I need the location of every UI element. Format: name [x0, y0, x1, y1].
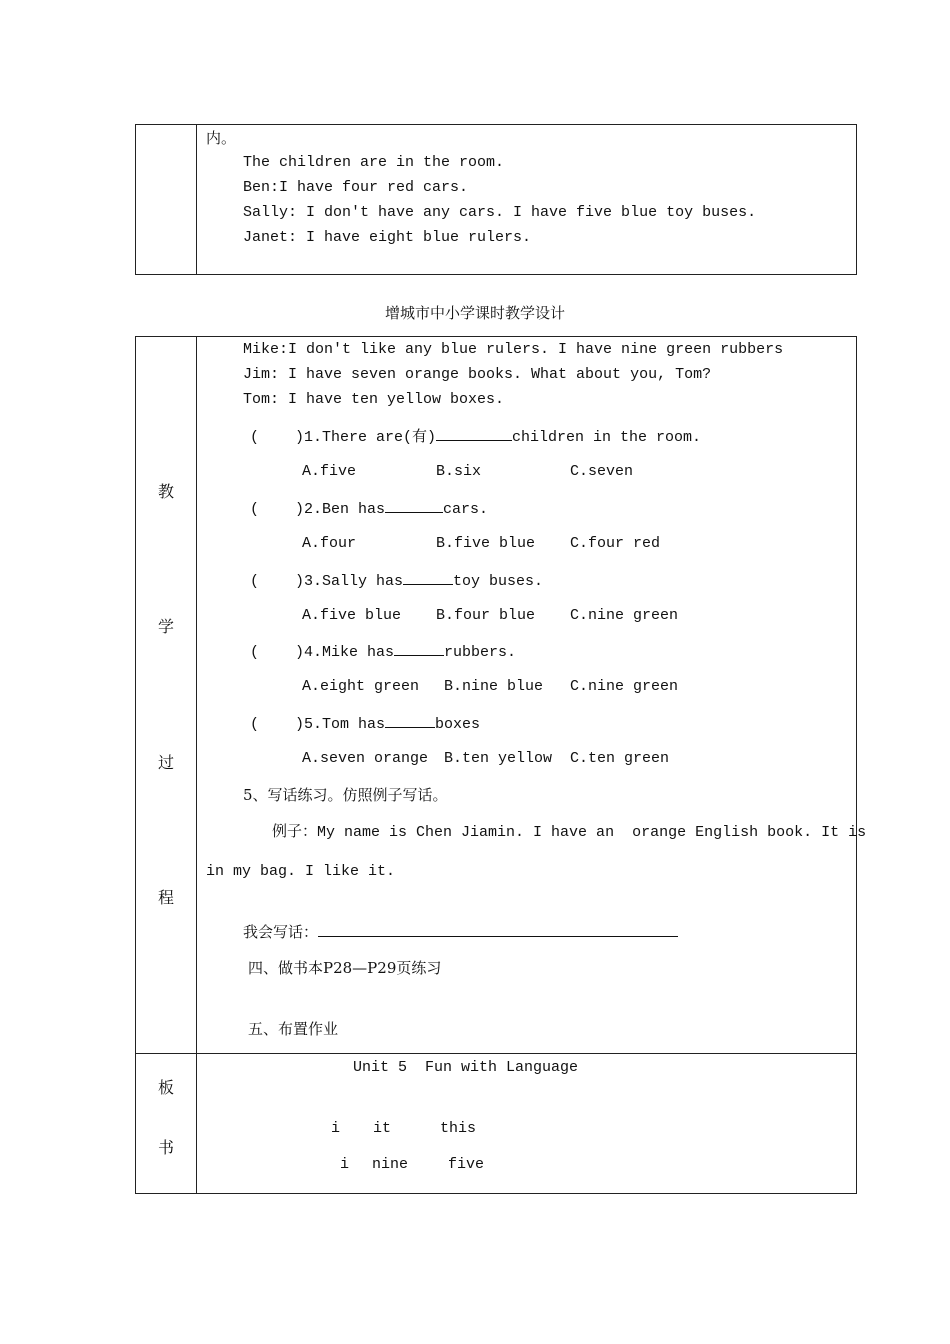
example-line-1: [272, 821, 866, 843]
example-line-2: in my bag. I like it.: [206, 863, 396, 880]
dialog-line-0: Mike:I don't like any blue rulers. I have nine green rubbers: [243, 341, 784, 358]
board-row1-col3: this: [440, 1120, 477, 1137]
question-3-prefix: ( )3.Sally has: [250, 573, 404, 590]
section5b-text: 五、布置作业: [248, 1020, 339, 1038]
top-table-divider: [196, 124, 197, 275]
q2-option-b: B.five blue: [436, 535, 536, 552]
question-5-suffix: boxes: [435, 716, 481, 733]
question-3-suffix: toy buses.: [453, 573, 544, 590]
top-line-4: Janet: I have eight blue rulers.: [243, 229, 532, 246]
top-line-3: Sally: I don't have any cars. I have five blue toy buses.: [243, 204, 757, 221]
board-title: Unit 5 Fun with Language: [353, 1059, 579, 1076]
side-label-xue: 学: [157, 617, 174, 636]
side-label-jiao: 教: [157, 482, 174, 501]
question-2-prefix: ( )2.Ben has: [250, 501, 386, 518]
q4-option-a: A.eight green: [302, 678, 420, 695]
top-line-1: The children are in the room.: [243, 154, 505, 171]
board-row-divider: [135, 1053, 857, 1054]
example-text-1: My name is Chen Jiamin. I have an orange English book. It is: [317, 824, 867, 841]
q1-option-a: A.five: [302, 463, 357, 480]
question-3-blank[interactable]: [403, 570, 453, 585]
example-label: 例子：: [272, 822, 318, 840]
question-4-blank[interactable]: [394, 641, 444, 656]
board-label-shu: 书: [157, 1138, 174, 1157]
board-row2-col2: nine: [372, 1156, 409, 1173]
side-label-guo: 过: [157, 753, 174, 772]
question-3: [250, 570, 543, 592]
question-1: [250, 426, 701, 448]
question-5-prefix: ( )5.Tom has: [250, 716, 386, 733]
write-row: [243, 922, 678, 942]
board-row1-col2: it: [373, 1120, 392, 1137]
top-table: [135, 124, 857, 275]
main-table-divider: [196, 336, 197, 1194]
q5-option-b: B.ten yellow: [444, 750, 553, 767]
q5-option-a: A.seven orange: [302, 750, 429, 767]
question-5: [250, 713, 480, 735]
section5-title: 5、写话练习。仿照例子写话。: [243, 786, 448, 804]
board-row2-col3: five: [448, 1156, 485, 1173]
q3-option-b: B.four blue: [436, 607, 536, 624]
dialog-line-2: Tom: I have ten yellow boxes.: [243, 391, 505, 408]
question-1-blank[interactable]: [436, 426, 512, 441]
top-line-2: Ben:I have four red cars.: [243, 179, 469, 196]
top-line-0: 内。: [206, 129, 237, 147]
question-5-blank[interactable]: [385, 713, 435, 728]
page-header: 增城市中小学课时教学设计: [384, 304, 565, 322]
question-2-blank[interactable]: [385, 498, 443, 513]
q1-option-b: B.six: [436, 463, 482, 480]
q3-option-a: A.five blue: [302, 607, 402, 624]
question-4-prefix: ( )4.Mike has: [250, 644, 395, 661]
question-4: [250, 641, 516, 663]
side-label-cheng: 程: [157, 888, 174, 907]
board-label-ban: 板: [157, 1078, 174, 1097]
question-1-suffix: children in the room.: [512, 429, 702, 446]
q2-option-a: A.four: [302, 535, 357, 552]
q2-option-c: C.four red: [570, 535, 661, 552]
q3-option-c: C.nine green: [570, 607, 679, 624]
q5-option-c: C.ten green: [570, 750, 670, 767]
q1-option-c: C.seven: [570, 463, 634, 480]
board-row2-col1: i: [340, 1156, 350, 1173]
write-label: 我会写话：: [243, 923, 319, 941]
question-2-suffix: cars.: [443, 501, 489, 518]
section4-text: 四、做书本P28—P29页练习: [248, 959, 442, 977]
write-answer-line[interactable]: [318, 922, 678, 937]
board-row1-col1: i: [331, 1120, 341, 1137]
question-2: [250, 498, 488, 520]
q4-option-b: B.nine blue: [444, 678, 544, 695]
q4-option-c: C.nine green: [570, 678, 679, 695]
question-4-suffix: rubbers.: [444, 644, 517, 661]
dialog-line-1: Jim: I have seven orange books. What about you, Tom?: [243, 366, 712, 383]
question-1-prefix: ( )1.There are(有): [250, 429, 437, 446]
